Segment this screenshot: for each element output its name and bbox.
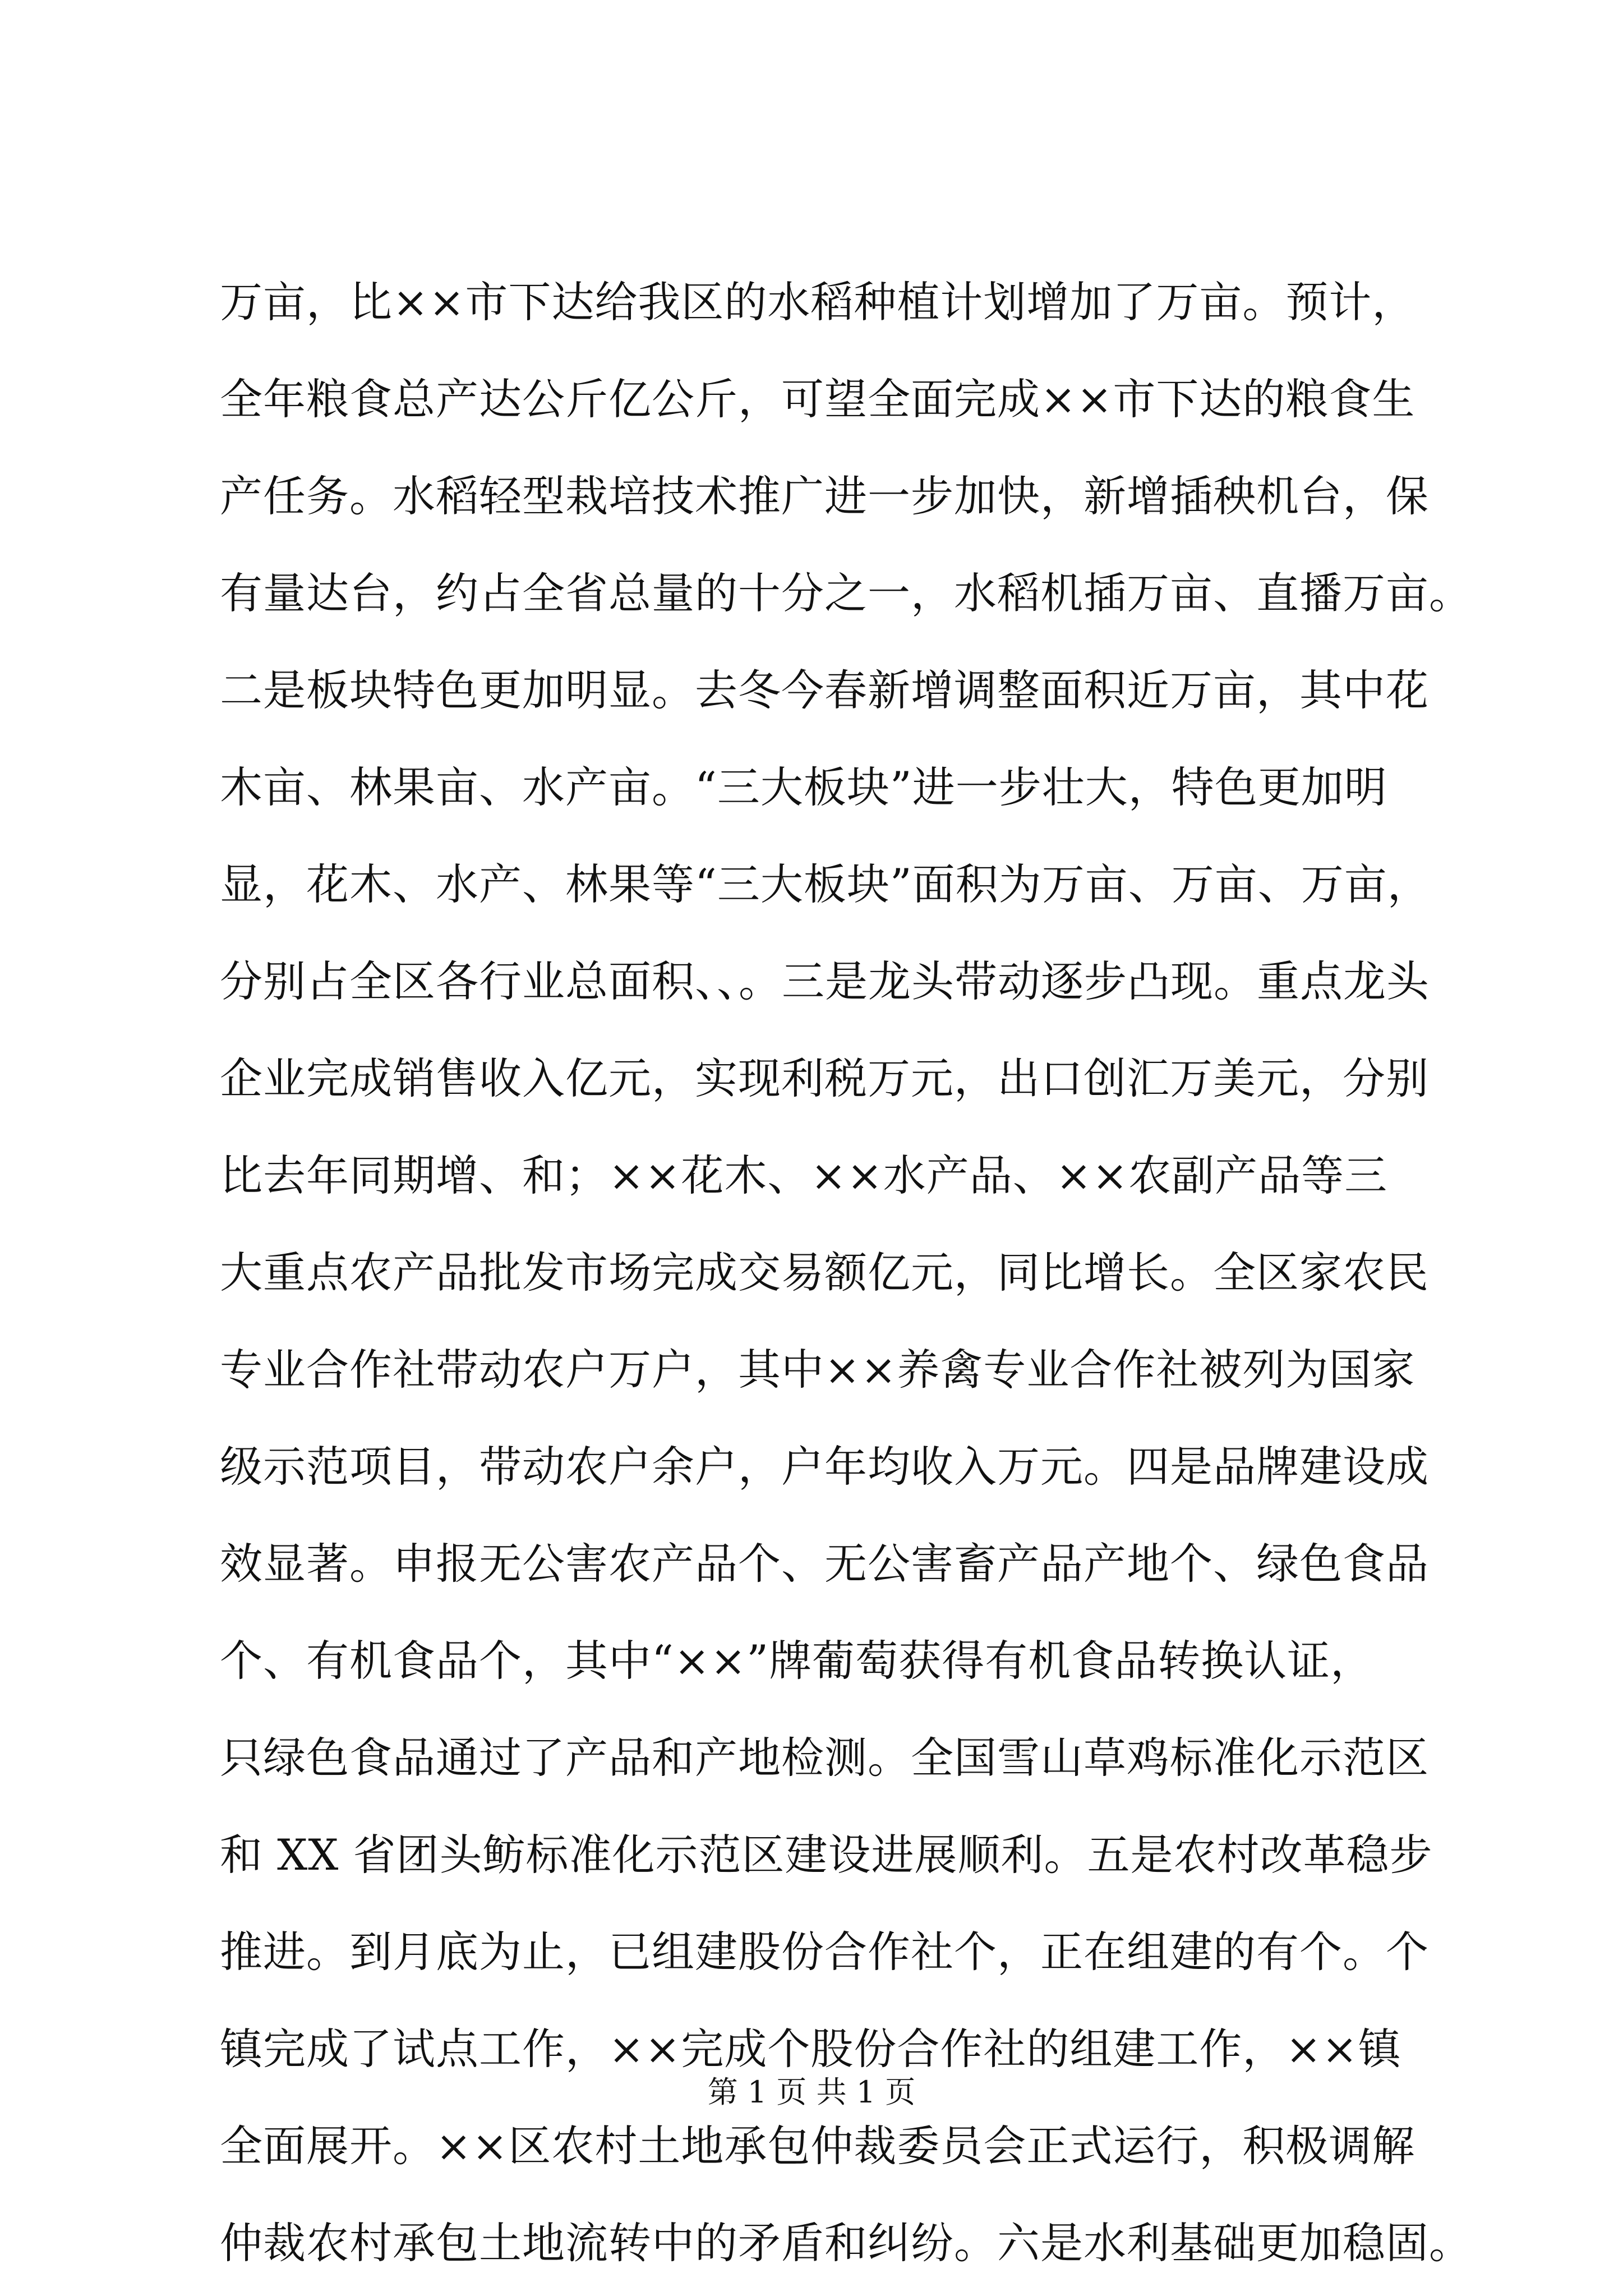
- text-line: 推进。到月底为止，已组建股份合作社个，正在组建的有个。个: [220, 1927, 1429, 1977]
- text-line: 二是板块特色更加明显。去冬今春新增调整面积近万亩，其中花: [220, 665, 1429, 715]
- text-line: 木亩、林果亩、水产亩。“三大板块”进一步壮大，特色更加明: [220, 762, 1387, 812]
- text-line: 只绿色食品通过了产品和产地检测。全国雪山草鸡标准化示范区: [220, 1733, 1429, 1783]
- text-line: 镇完成了试点工作，××完成个股份合作社的组建工作，××镇: [220, 2024, 1401, 2074]
- text-line: 显，花木、水产、林果等“三大板块”面积为万亩、万亩、万亩，: [220, 859, 1431, 909]
- text-line: 万亩，比××市下达给我区的水稻种植计划增加了万亩。预计，: [220, 277, 1415, 327]
- text-line: 全年粮食总产达公斤亿公斤，可望全面完成××市下达的粮食生: [220, 374, 1415, 424]
- text-line: 个、有机食品个，其中“××”牌葡萄获得有机食品转换认证，: [220, 1636, 1374, 1686]
- text-line: 和 XX 省团头鲂标准化示范区建设进展顺利。五是农村改革稳步: [220, 1830, 1433, 1880]
- text-line: 比去年同期增、和；××花木、××水产品、××农副产品等三: [220, 1151, 1388, 1200]
- text-line: 企业完成销售收入亿元，实现利税万元，出口创汇万美元，分别: [220, 1053, 1429, 1103]
- text-line: 有量达台，约占全省总量的十分之一，水稻机插万亩、直播万亩。: [220, 568, 1472, 618]
- text-line: 级示范项目，带动农户余户，户年均收入万元。四是品牌建设成: [220, 1442, 1429, 1492]
- text-line: 产任务。水稻轻型栽培技术推广进一步加快，新增插秧机台，保: [220, 471, 1429, 521]
- body-text: [220, 254, 1472, 2292]
- text-line: 分别占全区各行业总面积、、。三是龙头带动逐步凸现。重点龙头: [220, 956, 1430, 1006]
- text-line: 效显著。申报无公害农产品个、无公害畜产品产地个、绿色食品: [220, 1539, 1429, 1589]
- text-line: 大重点农产品批发市场完成交易额亿元，同比增长。全区家农民: [220, 1248, 1429, 1297]
- text-line: 专业合作社带动农户万户，其中××养禽专业合作社被列为国家: [220, 1345, 1415, 1395]
- text-line: 仲裁农村承包土地流转中的矛盾和纠纷。六是水利基础更加稳固。: [220, 2218, 1472, 2268]
- page-number-footer: 第 1 页 共 1 页: [707, 2074, 916, 2110]
- text-line: 全面展开。××区农村土地承包仲裁委员会正式运行，积极调解: [220, 2121, 1415, 2171]
